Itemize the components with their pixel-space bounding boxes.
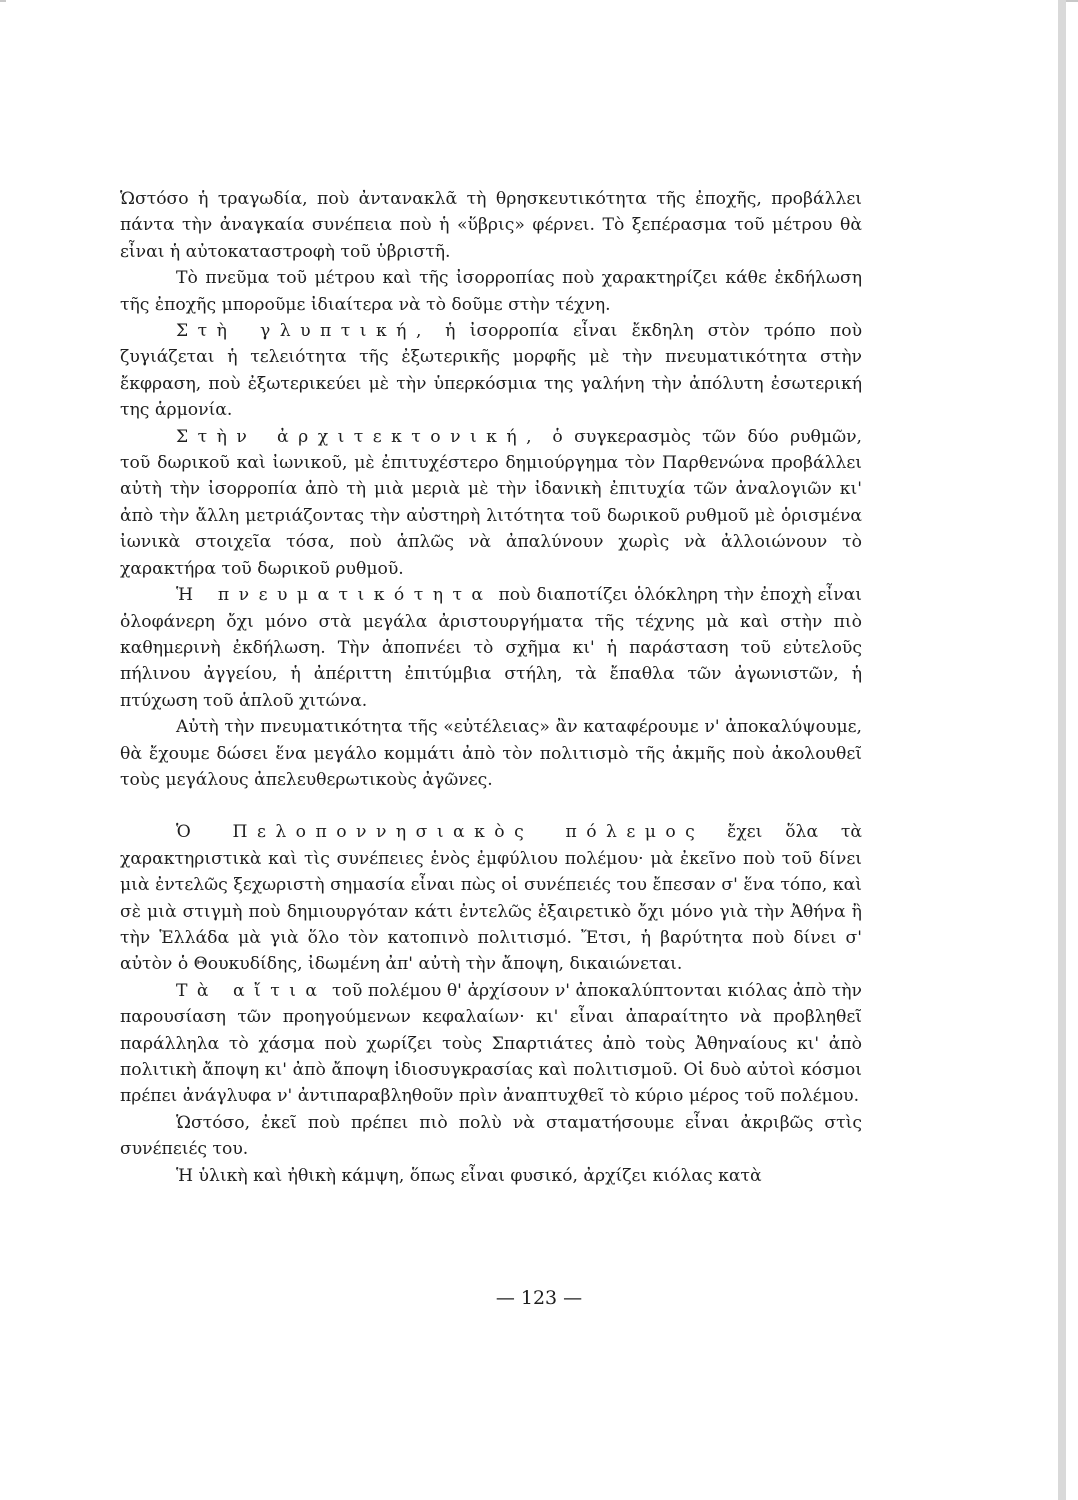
- paragraph-text: ὁ συγκερασμὸς τῶν δύο ρυθμῶν, τοῦ δωρικοῦ καὶ ἰωνικοῦ, μὲ ἐπιτυχέστερο δημιούργημα τὸν Παρθενώνα προβάλλει αὐτὴ τὴν ἰσορροπία ἀπὸ τὴ μιὰ μεριὰ μὲ τὴν ἰδανικὴ ἐπιτυχία τῶν ἀναλογιῶν κι' ἀπὸ τὴν ἄλλη μετριάζοντας τὴν αὐστηρὴ λιτότητα τοῦ δωρικοῦ ρυθμοῦ μὲ ὁρισμένα ἰωνικὰ στοιχεῖα τόσα, ποὺ ἁπλῶς νὰ ἀπαλύνουν χωρὶς νὰ ἀλλοιώνουν τὸ χαρακτήρα τοῦ δωρικοῦ ρυθμοῦ.: [120, 426, 862, 579]
- paragraph-10: [120, 1163, 862, 1189]
- paragraph-text: Ὡστόσο, ἐκεῖ ποὺ πρέπει πιὸ πολὺ νὰ σταματήσουμε εἶναι ἀκριβῶς στὶς συνέπειές του.: [120, 1112, 862, 1160]
- paragraph-text: Ὡστόσο ἡ τραγωδία, ποὺ ἀντανακλᾶ τὴ θρησκευτικότητα τῆς ἐποχῆς, προβάλλει πάντα τὴν ἀναγκαία συνέπεια ποὺ ἡ «ὕβρις» φέρνει. Τὸ ξεπέρασμα τοῦ μέτρου θὰ εἶναι ἡ αὐτοκαταστροφὴ τοῦ ὑβριστῆ.: [120, 189, 862, 262]
- paragraph-3: [120, 318, 862, 424]
- paragraph-text: ποὺ διαποτίζει ὁλόκληρη τὴν ἐποχὴ εἶναι ὁλοφάνερη ὄχι μόνο στὰ μεγάλα ἀριστουργήματα τῆς τέχνης μὰ καὶ στὴν πιὸ καθημερινὴ ἐκδήλωση. Τὴν ἀποπνέει τὸ σχῆμα κι' ἡ παράσταση τοῦ εὐτελοῦς πήλινου ἀγγείου, ἡ ἀπέριττη ἐπιτύμβια στήλη, τὰ ἔπαθλα τῶν ἀγωνιστῶν, ἡ πτύχωση τοῦ ἁπλοῦ χιτώνα.: [120, 585, 862, 711]
- paragraph-4: [120, 424, 862, 582]
- body-text: [120, 186, 862, 1189]
- paragraph-2: [120, 265, 862, 318]
- paragraph-9: [120, 1110, 862, 1163]
- paragraph-text: ἡ ἰσορροπία εἶναι ἔκδηλη στὸν τρόπο ποὺ ζυγιάζεται ἡ τελειότητα τῆς ἐξωτερικῆς μορφῆς μὲ τὴν πνευματικότητα στὴν ἔκφραση, ποὺ ἐξωτερικεύει μὲ τὴν ὑπερκόσμια της γαλήνη τὴν ἀπόλυτη ἐσωτερική της ἁρμονία.: [120, 321, 863, 421]
- paragraph-text: Τὸ πνεῦμα τοῦ μέτρου καὶ τῆς ἰσορροπίας ποὺ χαρακτηρίζει κάθε ἐκδήλωση τῆς ἐποχῆς μποροῦμε ἰδιαίτερα νὰ τὸ δοῦμε στὴν τέχνη.: [120, 268, 862, 315]
- page-number: — 123 —: [495, 1287, 583, 1309]
- spaced-heading-architecture: Στὴν ἀρχιτεκτονική,: [176, 426, 542, 447]
- spaced-heading-sculpture: Στὴ γλυπτική,: [176, 321, 431, 342]
- spaced-heading-war: Ὁ Πελοποννησιακὸς πόλεμος: [176, 822, 705, 843]
- paragraph-5: [120, 582, 862, 714]
- spaced-heading-causes: Τὰ αἴτια: [176, 980, 327, 1001]
- paragraph-8: [120, 978, 862, 1110]
- paragraph-7: [120, 819, 862, 977]
- paragraph-1: [120, 186, 862, 265]
- paragraph-text: ἔχει ὅλα τὰ χαρακτηριστικὰ καὶ τὶς συνέπειες ἑνὸς ἐμφύλιου πολέμου· μὰ ἐκεῖνο ποὺ τοῦ δίνει μιὰ ἐντελῶς ξεχωριστὴ σημασία εἶναι πὼς οἱ συνέπειές του ἔπεσαν σ' ἕνα τόπο, καὶ σὲ μιὰ στιγμὴ ποὺ δημιουργόταν κάτι ἐντελῶς ἐξαιρετικὸ ὄχι μόνο γιὰ τὴν Ἀθήνα ἢ τὴν Ἑλλάδα μὰ γιὰ ὅλο τὸν κατοπινὸ πολιτισμό. Ἔτσι, ἡ βαρύτητα ποὺ δίνει σ' αὐτὸν ὁ Θουκυδίδης, ἰδωμένη ἀπ' αὐτὴ τὴν ἄποψη, δικαιώνεται.: [120, 822, 862, 975]
- spaced-heading-spirituality: Ἡ πνευματικότητα: [176, 585, 493, 606]
- paragraph-6: [120, 714, 862, 793]
- paragraph-text: τοῦ πολέμου θ' ἀρχίσουν ν' ἀποκαλύπτονται κιόλας ἀπὸ τὴν παρουσίαση τῶν προηγούμενων κεφαλαίων· κι' εἶναι ἀπαραίτητο νὰ προβληθεῖ παράλληλα τὸ χάσμα ποὺ χωρίζει τοὺς Σπαρτιάτες ἀπὸ τοὺς Ἀθηναίους κι' ἀπὸ πολιτικὴ ἄποψη κι' ἀπὸ ἄποψη ἰδιοσυγκρασίας καὶ πολιτισμοῦ. Οἱ δυὸ αὐτοὶ κόσμοι πρέπει ἀνάγλυφα ν' ἀντιπαραβληθοῦν πρὶν ἀναπτυχθεῖ τὸ κύριο μέρος τοῦ πολέμου.: [120, 980, 863, 1107]
- paragraph-text: Ἡ ὑλικὴ καὶ ἠθικὴ κάμψη, ὅπως εἶναι φυσικό, ἀρχίζει κιόλας κατὰ: [176, 1165, 762, 1186]
- paragraph-text: Αὐτὴ τὴν πνευματικότητα τῆς «εὐτέλειας» ἂν καταφέρουμε ν' ἀποκαλύψουμε, θὰ ἔχουμε δώσει ἕνα μεγάλο κομμάτι ἀπὸ τὸν πολιτισμὸ τῆς ἀκμῆς ποὺ ἀκολουθεῖ τοὺς μεγάλους ἀπελευθερωτικοὺς ἀγῶνες.: [120, 717, 862, 790]
